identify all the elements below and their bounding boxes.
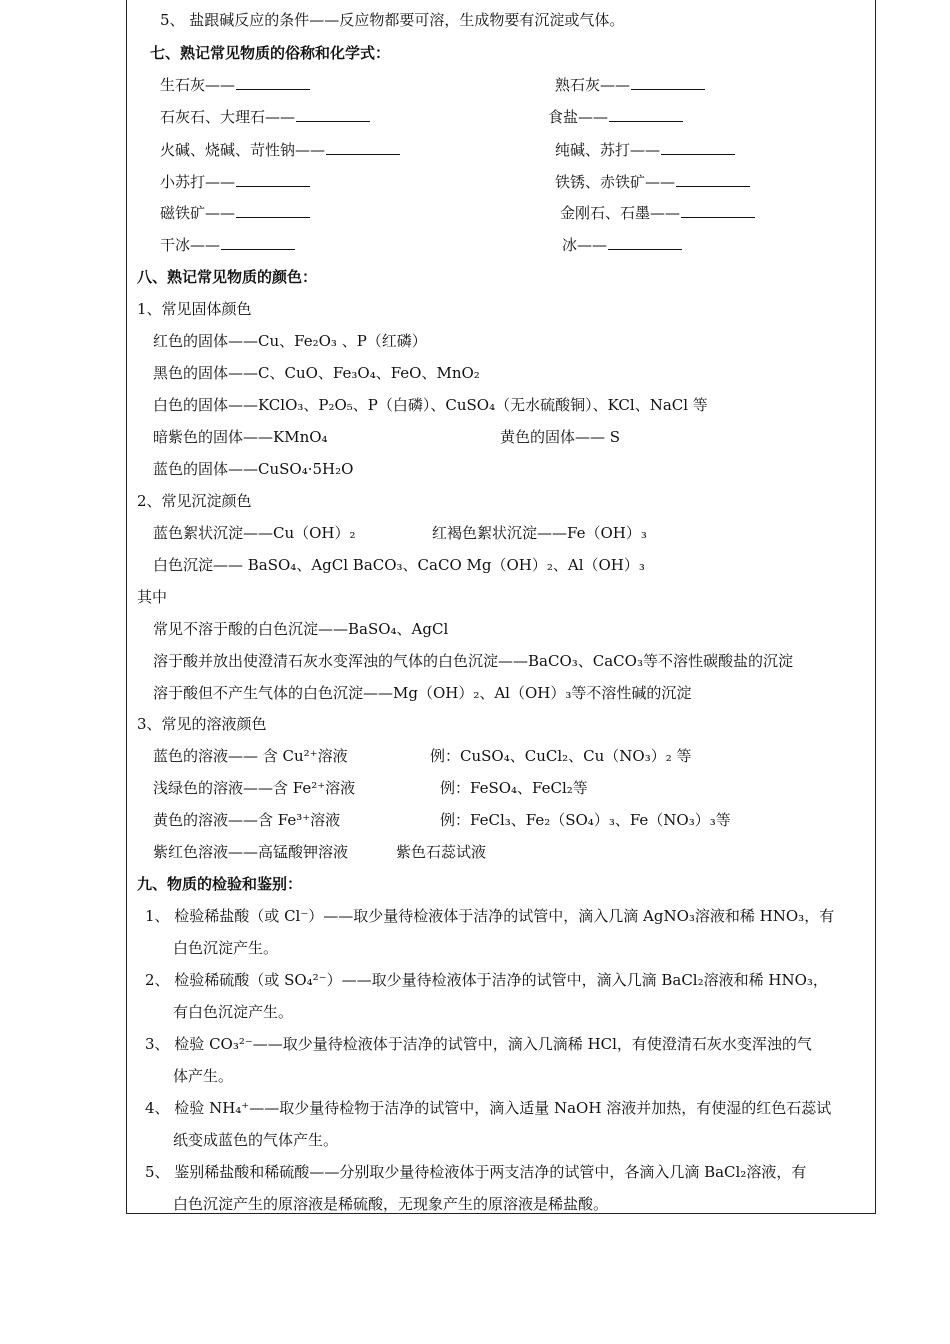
section-7-heading: 七、熟记常见物质的俗称和化学式： [150, 44, 391, 62]
test-item-5: 5、 鉴别稀盐酸和稀硫酸——分别取少量待检液体于两支洁净的试管中，各滴入几滴 BaCl₂溶液，有 白色沉淀产生的原溶液是稀硫酸，无现象产生的原溶液是稀盐酸。 [145, 1163, 807, 1213]
precipitate-acid-insoluble: 常见不溶于酸的白色沉淀——BaSO₄、AgCl [153, 620, 449, 638]
name-baking-soda: 小苏打—— [160, 172, 310, 192]
answer-blank[interactable] [681, 203, 755, 218]
solution-green: 浅绿色的溶液——含 Fe²⁺溶液 [153, 779, 356, 797]
name-limestone: 石灰石、大理石—— [160, 107, 370, 127]
name-salt: 食盐—— [548, 107, 683, 127]
name-soda-ash: 纯碱、苏打—— [555, 140, 735, 160]
section-9-heading: 九、物质的检验和鉴别： [137, 875, 303, 893]
precipitate-acid-no-gas: 溶于酸但不产生气体的白色沉淀——Mg（OH）₂、Al（OH）₃等不溶性碱的沉淀 [153, 684, 692, 702]
name-slaked-lime: 熟石灰—— [555, 75, 705, 95]
test-item-2: 2、 检验稀硫酸（或 SO₄²⁻）——取少量待检液体于洁净的试管中，滴入几滴 BaCl₂溶液和稀 HNO₃， 有白色沉淀产生。 [145, 971, 828, 1021]
precipitate-blue: 蓝色絮状沉淀——Cu（OH）₂ [153, 524, 356, 542]
solution-purple-red: 紫红色溶液——高锰酸钾溶液 [153, 843, 349, 861]
rule-salt-base: 5、 盐跟碱反应的条件——反应物都要可溶，生成物要有沉淀或气体。 [160, 11, 625, 29]
solid-blue: 蓝色的固体——CuSO₄·5H₂O [153, 460, 354, 478]
solution-blue: 蓝色的溶液—— 含 Cu²⁺溶液 [153, 747, 348, 765]
solution-yellow-example: 例：FeCl₃、Fe₂（SO₄）₃、Fe（NO₃）₃等 [440, 811, 731, 829]
section-8-heading: 八、熟记常见物质的颜色： [137, 268, 318, 286]
answer-blank[interactable] [676, 172, 750, 187]
solution-blue-example: 例：CuSO₄、CuCl₂、Cu（NO₃）₂ 等 [430, 747, 692, 765]
solid-red: 红色的固体——Cu、Fe₂O₃ 、P（红磷） [153, 332, 427, 350]
answer-blank[interactable] [631, 75, 705, 90]
answer-blank[interactable] [236, 172, 310, 187]
answer-blank[interactable] [236, 75, 310, 90]
answer-blank[interactable] [221, 235, 295, 250]
name-dry-ice: 干冰—— [160, 235, 295, 255]
name-caustic-soda: 火碱、烧碱、苛性钠—— [160, 140, 400, 160]
answer-blank[interactable] [608, 235, 682, 250]
answer-blank[interactable] [609, 107, 683, 122]
name-quicklime: 生石灰—— [160, 75, 310, 95]
solution-yellow: 黄色的溶液——含 Fe³⁺溶液 [153, 811, 341, 829]
solid-yellow: 黄色的固体—— S [500, 428, 621, 446]
precipitate-white: 白色沉淀—— BaSO₄、AgCl BaCO₃、CaCO Mg（OH）₂、Al（OH）₃ [153, 556, 645, 574]
solid-purple: 暗紫色的固体——KMnO₄ [153, 428, 328, 446]
test-item-3: 3、 检验 CO₃²⁻——取少量待检液体于洁净的试管中，滴入几滴稀 HCl，有使澄清石灰水变浑浊的气 体产生。 [145, 1035, 812, 1085]
solid-black: 黑色的固体——C、CuO、Fe₃O₄、FeO、MnO₂ [153, 364, 480, 382]
precipitate-red-brown: 红褐色絮状沉淀——Fe（OH）₃ [432, 524, 647, 542]
subheading-precipitates: 2、常见沉淀颜色 [137, 492, 252, 510]
test-item-1: 1、 检验稀盐酸（或 Cl⁻）——取少量待检液体于洁净的试管中，滴入几滴 AgNO₃溶液和稀 HNO₃，有 白色沉淀产生。 [145, 907, 835, 957]
answer-blank[interactable] [326, 140, 400, 155]
solid-white: 白色的固体——KClO₃、P₂O₅、P（白磷）、CuSO₄（无水硫酸铜）、KCl、NaCl 等 [153, 396, 708, 414]
name-ice: 冰—— [562, 235, 682, 255]
answer-blank[interactable] [236, 203, 310, 218]
answer-blank[interactable] [661, 140, 735, 155]
subheading-solids: 1、常见固体颜色 [137, 300, 252, 318]
name-diamond-graphite: 金刚石、石墨—— [560, 203, 755, 223]
answer-blank[interactable] [296, 107, 370, 122]
precipitate-acid-gas: 溶于酸并放出使澄清石灰水变浑浊的气体的白色沉淀——BaCO₃、CaCO₃等不溶性碳酸盐的沉淀 [153, 652, 793, 670]
test-item-4: 4、 检验 NH₄⁺——取少量待检物于洁净的试管中，滴入适量 NaOH 溶液并加热，有使湿的红色石蕊试 纸变成蓝色的气体产生。 [145, 1099, 832, 1149]
subheading-solutions: 3、常见的溶液颜色 [137, 715, 267, 733]
solution-green-example: 例：FeSO₄、FeCl₂等 [440, 779, 588, 797]
name-magnetite: 磁铁矿—— [160, 203, 310, 223]
name-rust-hematite: 铁锈、赤铁矿—— [555, 172, 750, 192]
among-them-label: 其中 [137, 588, 168, 606]
solution-violet: 紫色石蕊试液 [396, 843, 487, 861]
